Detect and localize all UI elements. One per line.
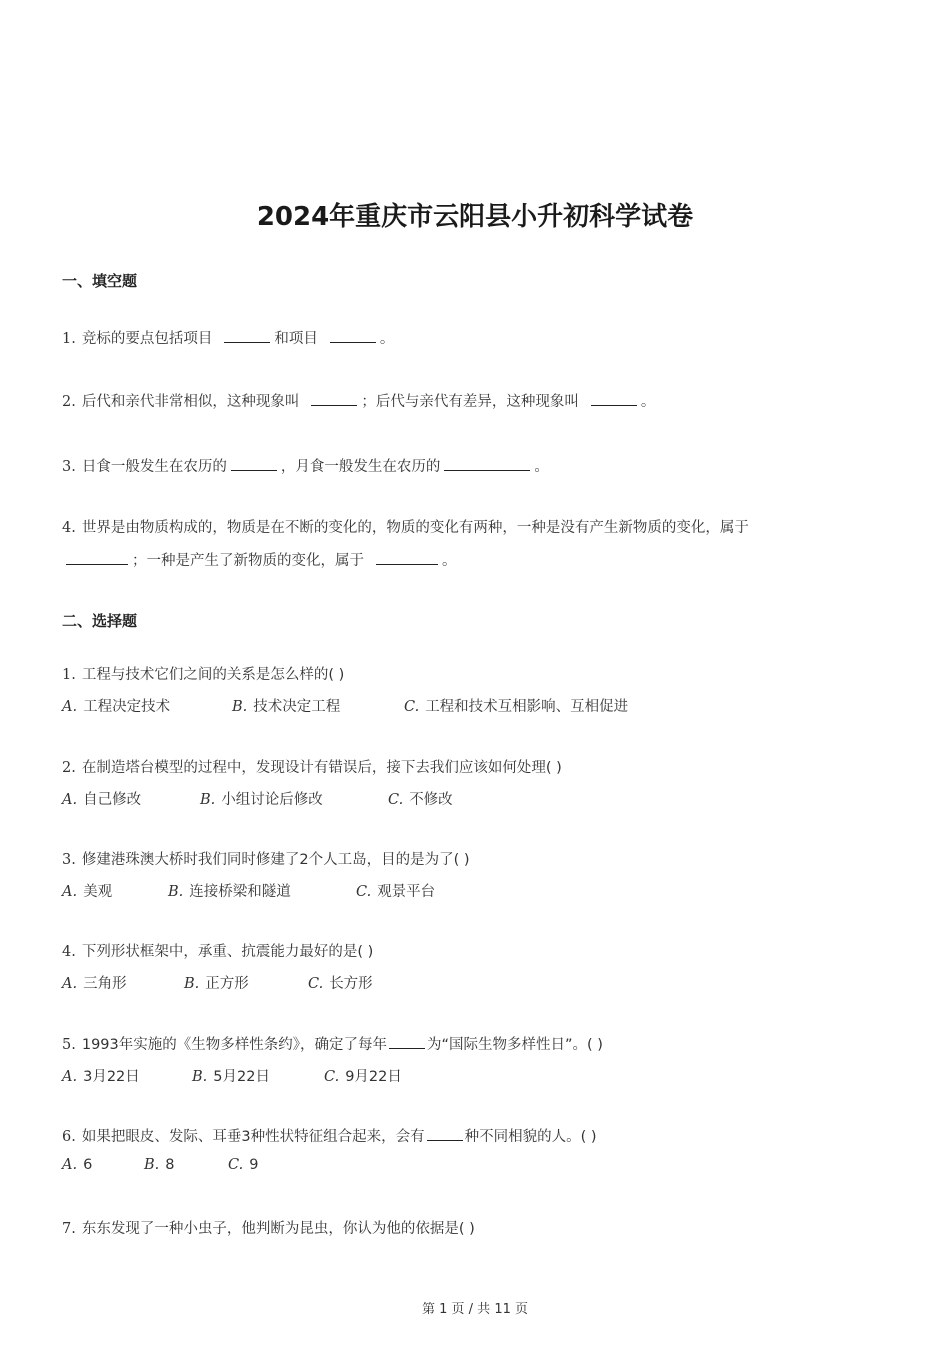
choice-question-2: [62, 756, 562, 777]
choice-options-4: [62, 972, 373, 993]
option-a[interactable]: A. 三角形: [62, 976, 127, 992]
answer-blank[interactable]: [330, 330, 376, 343]
choice-options-3: [62, 880, 435, 901]
question-text: 世界是由物质构成的，物质是在不断的变化的，物质的变化有两种，一种是没有产生新物质的变化，属于: [81, 520, 749, 536]
question-stem: 如果把眼皮、发际、耳垂3种性状特征组合起来，会有: [81, 1129, 425, 1145]
option-a[interactable]: A. 美观: [62, 884, 113, 900]
question-stem: 修建港珠澳大桥时我们同时修建了2个人工岛，目的是为了( ): [81, 852, 470, 868]
fill-question-2: [62, 390, 655, 411]
option-a[interactable]: A. 6: [62, 1157, 93, 1173]
choice-options-6: [62, 1157, 258, 1173]
choice-question-4: [62, 940, 373, 961]
option-c[interactable]: C. 工程和技术互相影响、互相促进: [404, 699, 629, 715]
option-a[interactable]: A. 工程决定技术: [62, 699, 171, 715]
question-number: 2.: [62, 760, 76, 776]
question-text: 。: [379, 331, 395, 347]
question-text: ；一种是产生了新物质的变化，属于: [132, 553, 364, 569]
question-number: 2.: [62, 394, 76, 410]
fill-question-1: [62, 327, 394, 348]
option-c[interactable]: C. 9月22日: [324, 1069, 402, 1085]
page-footer: 第 1 页 / 共 11 页: [422, 1302, 528, 1317]
question-text: 竞标的要点包括项目: [81, 331, 213, 347]
answer-blank[interactable]: [591, 393, 637, 406]
question-text: 。: [640, 394, 656, 410]
choice-question-3: [62, 848, 470, 869]
answer-blank: [427, 1128, 463, 1141]
fill-question-4: [62, 516, 749, 537]
question-stem: 1993年实施的《生物多样性条约》，确定了每年: [81, 1037, 387, 1053]
option-b[interactable]: B. 5月22日: [192, 1069, 270, 1085]
fill-question-3: [62, 455, 549, 476]
question-text: 和项目: [274, 331, 318, 347]
choice-options-2: [62, 788, 453, 809]
option-c[interactable]: C. 不修改: [388, 792, 453, 808]
question-text: ；后代与亲代有差异，这种现象叫: [361, 394, 579, 410]
answer-blank[interactable]: [224, 330, 270, 343]
section-heading-multiple-choice: 二、选择题: [62, 612, 138, 630]
question-stem: 为“国际生物多样性日”。( ): [427, 1037, 603, 1053]
question-stem: 在制造塔台模型的过程中，发现设计有错误后，接下去我们应该如何处理( ): [81, 760, 562, 776]
section-heading-fill-blank: 一、填空题: [62, 272, 138, 290]
answer-blank[interactable]: [376, 552, 438, 565]
choice-question-7: [62, 1217, 475, 1238]
question-stem: 种不同相貌的人。( ): [464, 1129, 597, 1145]
question-number: 4.: [62, 520, 76, 536]
choice-question-6: [62, 1125, 597, 1146]
question-text: 。: [442, 553, 457, 569]
question-number: 1.: [62, 331, 76, 347]
option-b[interactable]: B. 连接桥梁和隧道: [168, 884, 291, 900]
option-b[interactable]: B. 正方形: [184, 976, 249, 992]
option-b[interactable]: B. 技术决定工程: [232, 699, 341, 715]
answer-blank[interactable]: [231, 458, 277, 471]
option-b[interactable]: B. 小组讨论后修改: [200, 792, 323, 808]
fill-question-4-continued: [62, 549, 457, 570]
option-a[interactable]: A. 3月22日: [62, 1069, 140, 1085]
choice-question-1: [62, 663, 344, 684]
option-c[interactable]: C. 9: [228, 1157, 259, 1173]
option-a[interactable]: A. 自己修改: [62, 792, 142, 808]
choice-options-1: [62, 695, 628, 716]
question-number: 5.: [62, 1037, 76, 1053]
question-number: 4.: [62, 944, 76, 960]
option-b[interactable]: B. 8: [144, 1157, 175, 1173]
question-text: 后代和亲代非常相似，这种现象叫: [81, 394, 300, 410]
option-c[interactable]: C. 观景平台: [356, 884, 436, 900]
question-text: 日食一般发生在农历的: [81, 459, 227, 475]
option-c[interactable]: C. 长方形: [308, 976, 373, 992]
question-stem: 东东发现了一种小虫子，他判断为昆虫，你认为他的依据是( ): [81, 1221, 475, 1237]
question-number: 3.: [62, 459, 76, 475]
question-number: 7.: [62, 1221, 76, 1237]
choice-options-5: [62, 1065, 402, 1086]
choice-question-5: [62, 1033, 603, 1054]
question-stem: 工程与技术它们之间的关系是怎么样的( ): [81, 667, 345, 683]
answer-blank[interactable]: [66, 552, 128, 565]
question-stem: 下列形状框架中，承重、抗震能力最好的是( ): [81, 944, 374, 960]
question-text: ，月食一般发生在农历的: [280, 459, 441, 475]
exam-title: 2024年重庆市云阳县小升初科学试卷: [256, 202, 694, 232]
question-text: 。: [534, 459, 549, 475]
question-number: 1.: [62, 667, 76, 683]
answer-blank[interactable]: [444, 458, 530, 471]
question-number: 6.: [62, 1129, 76, 1145]
answer-blank: [389, 1036, 425, 1049]
question-number: 3.: [62, 852, 76, 868]
answer-blank[interactable]: [311, 393, 357, 406]
